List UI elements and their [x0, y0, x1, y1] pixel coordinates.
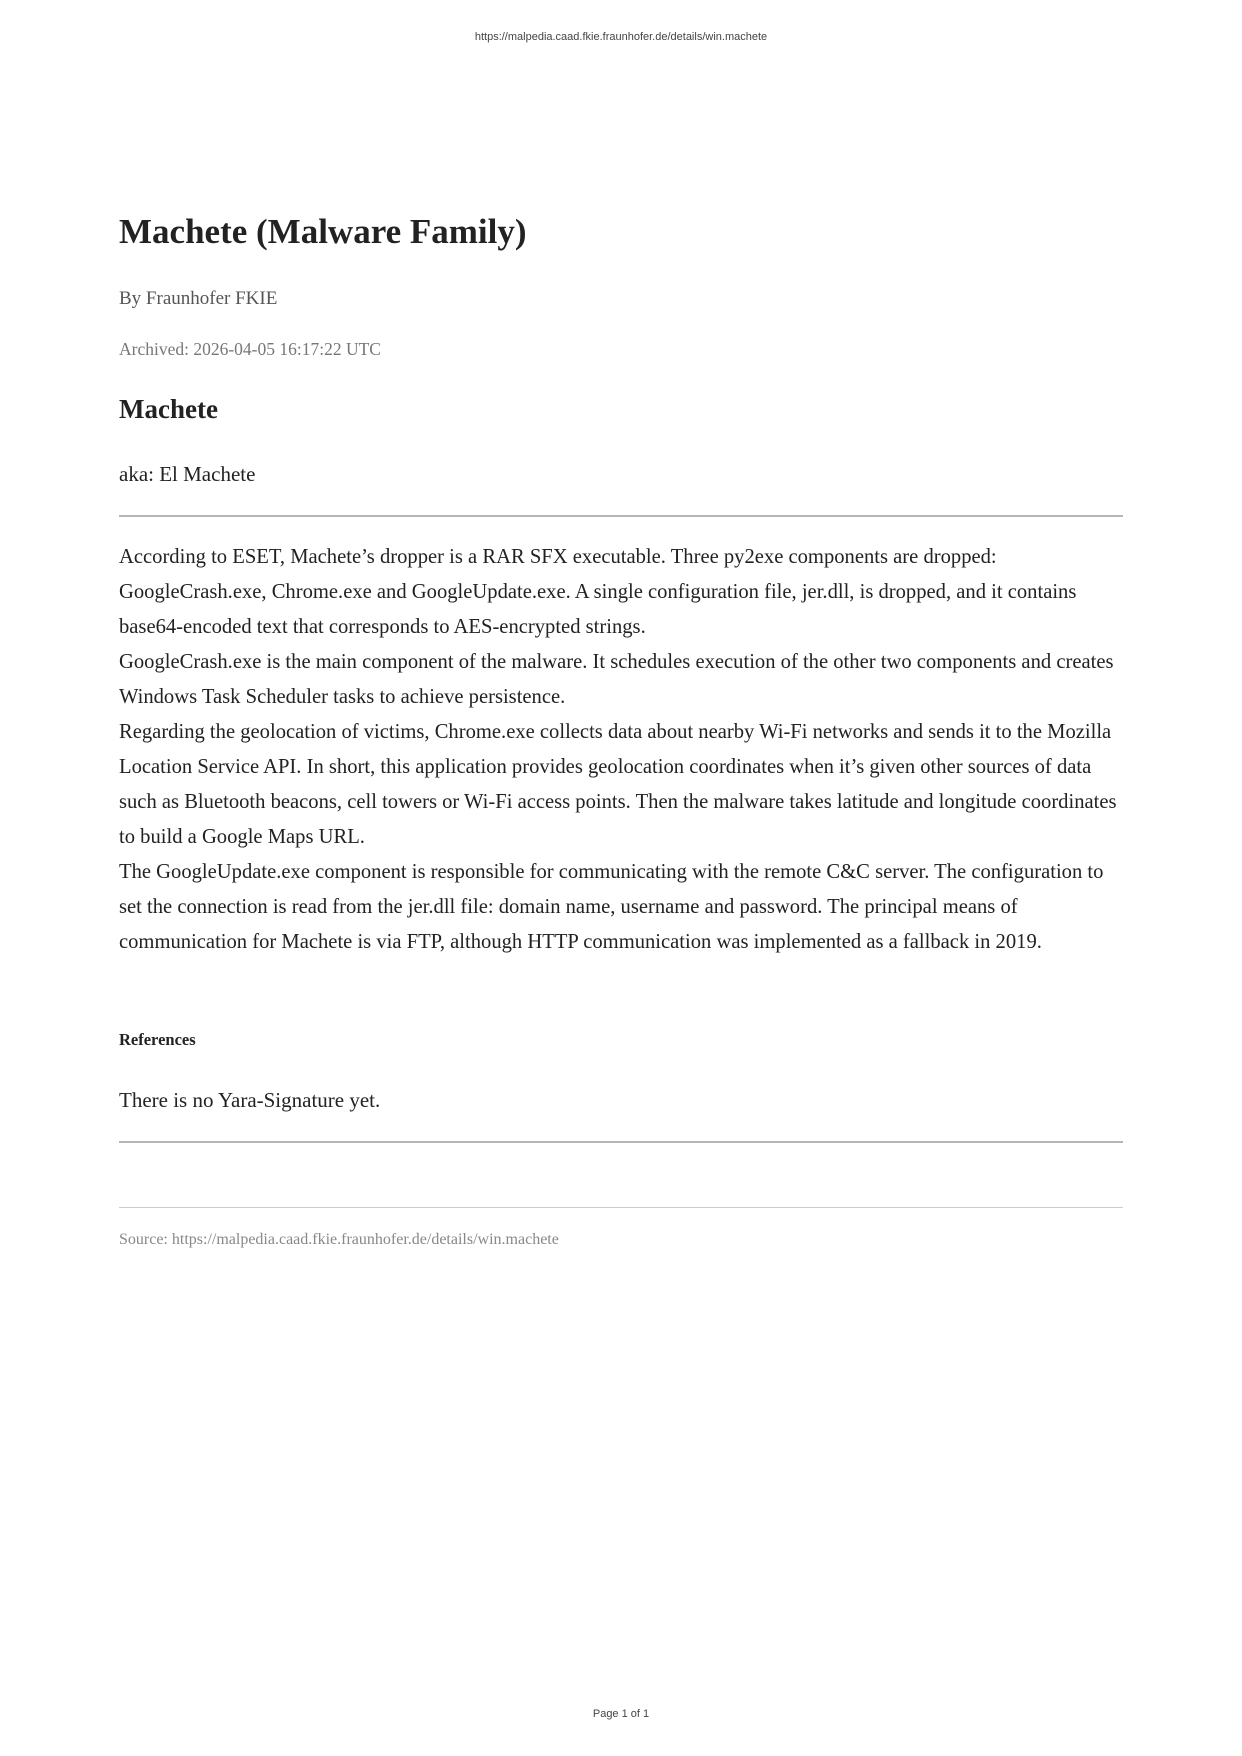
family-name-heading: Machete: [119, 394, 218, 424]
print-header-url: https://malpedia.caad.fkie.fraunhofer.de/details/win.machete: [474, 31, 768, 43]
page-title: Machete (Malware Family): [119, 212, 527, 251]
aka-text: aka: El Machete: [119, 462, 256, 486]
byline: By Fraunhofer FKIE: [119, 288, 278, 309]
description: [119, 540, 1123, 960]
divider: [119, 1141, 1123, 1143]
source-link[interactable]: Source: https://malpedia.caad.fkie.fraunhofer.de/details/win.machete: [119, 1231, 559, 1248]
page-number: Page 1 of 1: [592, 1708, 650, 1720]
description-paragraph: GoogleCrash.exe is the main component of the malware. It schedules execution of the other two components and creates Windows Task Scheduler tasks to achieve persistence.: [119, 651, 1114, 708]
divider: [119, 1207, 1123, 1208]
description-paragraph: According to ESET, Machete’s dropper is a RAR SFX executable. Three py2exe components are dropped: GoogleCrash.exe, Chrome.exe and GoogleUpdate.exe. A single configuration file, jer.dll, is dropped, and it contains base64-encoded text that corresponds to AES-encrypted strings.: [119, 546, 1077, 638]
archived-timestamp: Archived: 2026-04-05 16:17:22 UTC: [119, 339, 381, 359]
description-paragraph: Regarding the geolocation of victims, Chrome.exe collects data about nearby Wi-Fi networks and sends it to the Mozilla Location Service API. In short, this application provides geolocation coordinates when it’s given other sources of data such as Bluetooth beacons, cell towers or Wi-Fi access points. Then the malware takes latitude and longitude coordinates to build a Google Maps URL.: [119, 721, 1117, 848]
references-heading: References: [119, 1030, 196, 1049]
description-paragraph: The GoogleUpdate.exe component is responsible for communicating with the remote C&C server. The configuration to set the connection is read from the jer.dll file: domain name, username and password. The principal means of communication for Machete is via FTP, although HTTP communication was implemented as a fallback in 2019.: [119, 861, 1104, 953]
yara-note: There is no Yara-Signature yet.: [119, 1088, 381, 1112]
divider: [119, 515, 1123, 517]
